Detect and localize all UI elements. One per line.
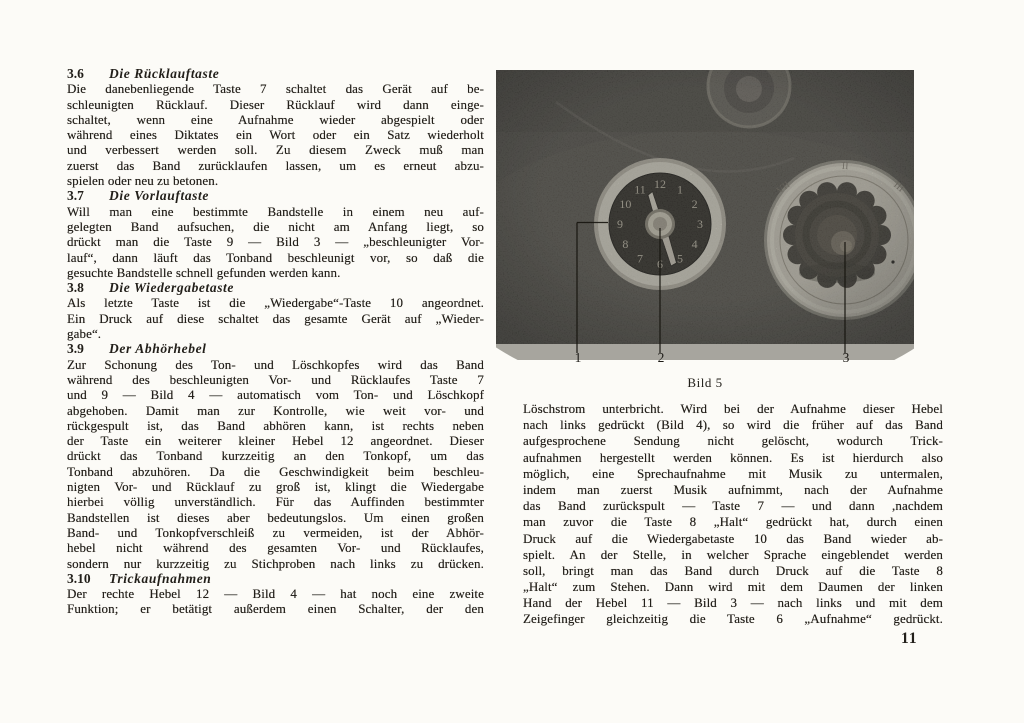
section-3-9 xyxy=(67,341,484,570)
text-line: sondern nur kurzzeitig zu Stichproben nach links zu drücken. xyxy=(67,555,484,571)
section-heading xyxy=(67,280,484,295)
section-body xyxy=(67,586,484,617)
text-line: schaltet, wenn eine Aufnahme wieder abgespielt oder xyxy=(67,111,484,127)
text-line: Ein Druck auf diese schaltet das gesamte Gerät auf „Wieder- xyxy=(67,310,484,326)
text-line: aufgesprochene Sendung nicht gelöscht, wodurch Trick- xyxy=(523,433,943,449)
text-line: man zuvor die Taste 8 „Halt“ gedrückt hat, durch einen xyxy=(523,514,943,530)
text-line: spielt. An der Stelle, in welcher Sprache eingeblendet werden xyxy=(523,546,943,562)
text-line: Löschstrom unterbricht. Wird bei der Aufnahme dieser Hebel xyxy=(523,401,943,416)
text-line: Als letzte Taste ist die „Wiedergabe“-Taste 10 angeordnet. xyxy=(67,295,484,311)
right-column xyxy=(523,401,943,628)
text-line: Tonband abzuhören. Da die Geschwindigkeit beim beschleu- xyxy=(67,463,484,479)
text-line: Will man eine bestimmte Bandstelle in einem neu auf- xyxy=(67,203,484,219)
section-heading xyxy=(67,188,484,203)
text-line: abgehoben. Damit man zur Kontrolle, wie weit vor- und xyxy=(67,402,484,418)
section-heading xyxy=(67,66,484,81)
section-3-10 xyxy=(67,571,484,617)
text-line: Die danebenliegende Taste 7 schaltet das Gerät auf be- xyxy=(67,81,484,97)
section-body xyxy=(67,204,484,280)
text-line: Zur Schonung des Ton- und Löschkopfes wird das Band xyxy=(67,356,484,372)
text-line: Bandstellen ist dieses aber bedeutungslos. Um einen großen xyxy=(67,509,484,525)
text-line: gelegten Band aufsuchen, die nicht am Anfang liegt, so xyxy=(67,218,484,234)
section-title: Die Rücklauftaste xyxy=(109,66,220,81)
figure-photo xyxy=(496,70,914,360)
section-number: 3.9 xyxy=(67,341,84,357)
figure-bild-5 xyxy=(496,70,914,360)
section-body xyxy=(67,81,484,188)
text-line: „Halt“ zum Stehen. Dann wird mit dem Daumen der linken xyxy=(523,579,943,595)
text-line: nigten Vor- und Rücklauf zu groß ist, klingt die Wiedergabe xyxy=(67,479,484,495)
text-line: gesuchte Bandstelle schnell gefunden werden kann. xyxy=(67,264,341,280)
text-line: der Taste ein weiterer kleiner Hebel 12 angeordnet. Dieser xyxy=(67,433,484,449)
figure-caption: Bild 5 xyxy=(687,375,723,390)
text-line: gabe“. xyxy=(67,326,102,342)
text-line: Druck auf die Wiedergabetaste 10 das Band wieder ab- xyxy=(523,530,943,546)
right-column-body xyxy=(523,401,943,628)
text-line: während eines Diktates ein Wort oder ein Satz wiederholt xyxy=(67,127,484,143)
section-heading xyxy=(67,571,484,586)
text-line: drückt man die Taste 9 — Bild 3 — „beschleunigter Vor- xyxy=(67,234,484,250)
section-title: Trickaufnahmen xyxy=(109,570,212,586)
text-line: hierbei völlig unverständlich. Für das Auffinden bestimmter xyxy=(67,494,484,510)
text-line: das Band zurückspult — Taste 7 — und dann ,nachdem xyxy=(523,498,943,514)
text-line: möglich, eine Sprechaufnahme mit Musik zu untermalen, xyxy=(523,465,943,481)
section-number: 3.8 xyxy=(67,280,84,296)
text-line: und 9 — Bild 4 — automatisch vom Ton- und Löschkopf xyxy=(67,387,484,403)
text-line: schleunigten Rücklauf. Dieser Rücklauf wird dann einge- xyxy=(67,96,484,112)
text-line: spielen oder neu zu betonen. xyxy=(67,173,219,189)
text-line: nach links gedrückt (Bild 4), so wird die früher auf das Band xyxy=(523,417,943,433)
section-body xyxy=(67,357,484,571)
text-line: und verbessert werden soll. Zu diesem Zweck muß man xyxy=(67,142,484,158)
photo-grain-light xyxy=(496,70,914,344)
text-line: soll, bringt man das Band durch Druck auf die Taste 8 xyxy=(523,562,943,578)
text-line: indem man zuerst Musik aufnimmt, nach der Aufnahme xyxy=(523,481,943,497)
text-line: Zeigefinger gleichzeitig die Taste 6 „Aufnahme“ gedrückt. xyxy=(523,611,943,627)
section-heading xyxy=(67,341,484,356)
section-3-7 xyxy=(67,188,484,280)
text-line: Funktion; er betätigt außerdem einen Schalter, der den xyxy=(67,601,484,617)
left-column xyxy=(67,66,484,617)
section-title: Die Vorlauftaste xyxy=(109,188,209,204)
text-line: lauf“, dann läuft das Tonband beschleunigt vor, so daß die xyxy=(67,249,484,265)
callout-label-2: 2 xyxy=(657,350,665,365)
text-line: aufnahmen hergestellt werden können. Es ist hierdurch also xyxy=(523,449,943,465)
text-line: Der rechte Hebel 12 — Bild 4 — hat noch eine zweite xyxy=(67,586,484,602)
text-line: Band- und Tonkopfverschleiß zu vermeiden, ist der Abhör- xyxy=(67,524,484,540)
section-number: 3.6 xyxy=(67,66,84,81)
section-number: 3.7 xyxy=(67,188,84,204)
text-line: drückt das Tonband kurzzeitig an den Tonkopf, um das xyxy=(67,448,484,464)
section-3-6 xyxy=(67,66,484,188)
section-title: Der Abhörhebel xyxy=(109,341,207,357)
section-body xyxy=(67,295,484,341)
callout-label-1: 1 xyxy=(574,350,582,365)
callout-label-3: 3 xyxy=(842,350,850,365)
section-number: 3.10 xyxy=(67,570,91,586)
text-line: rückgespult ist, das Band abhören kann, ist rechts neben xyxy=(67,417,484,433)
text-line: hebel nicht während des gesamten Vor- und Rücklaufes, xyxy=(67,540,484,556)
text-line: während des beschleunigten Vor- und Rücklaufes Taste 7 xyxy=(67,371,484,387)
page-number: 11 xyxy=(901,630,918,647)
section-title: Die Wiedergabetaste xyxy=(109,280,235,296)
text-line: zuerst das Band zurücklaufen lassen, um es erneut abzu- xyxy=(67,157,484,173)
section-3-8 xyxy=(67,280,484,341)
text-line: Hand der Hebel 11 — Bild 3 — nach links und mit dem xyxy=(523,595,943,611)
